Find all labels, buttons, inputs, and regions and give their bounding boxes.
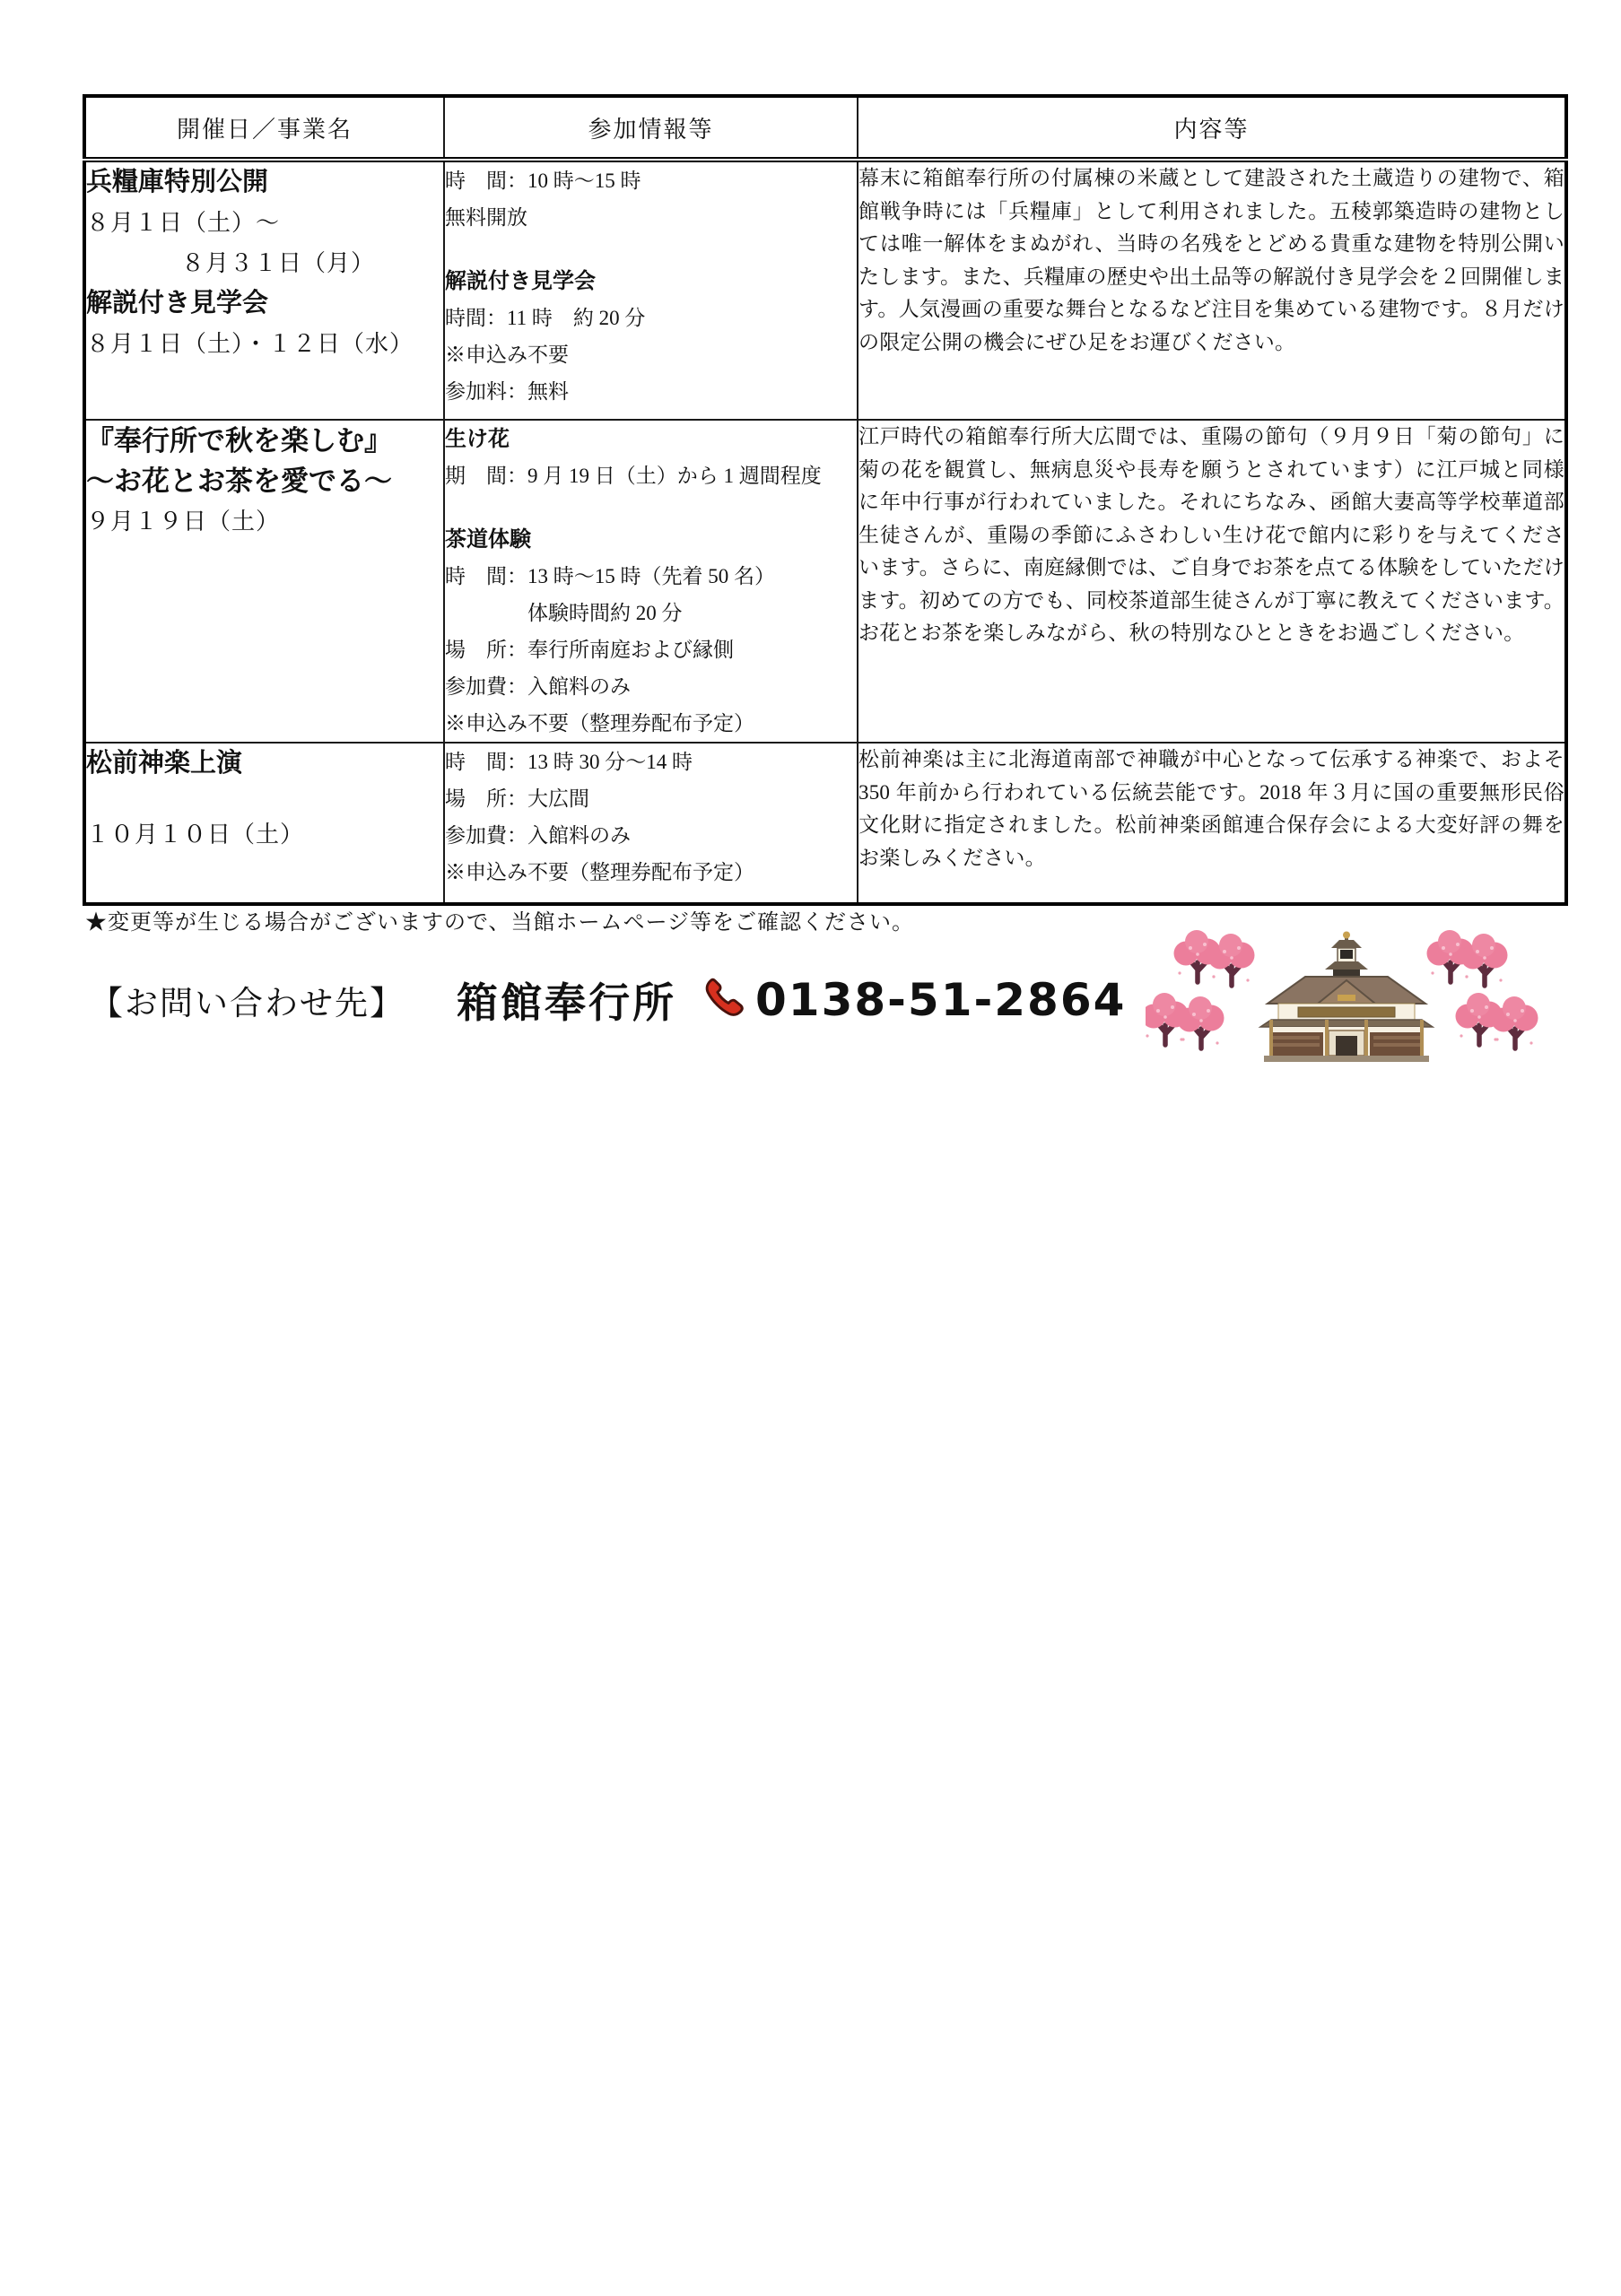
participation-info-cell [444,160,858,420]
event-name-cell [84,743,444,904]
text-line: ※申込み不要（整理券配布予定） [445,712,754,735]
header-content: 内容等 [858,96,1566,160]
text-line: 生け花 [445,427,510,451]
header-event-name: 開催日／事業名 [84,96,444,160]
cherry-trees-top-right [1427,930,1508,986]
text-line: ～お花とお茶を愛でる～ [86,465,392,497]
cherry-trees-bottom-left [1146,993,1224,1048]
text-line: ※申込み不要 [445,344,569,366]
event-name-cell [84,160,444,420]
text-line: 場 所：奉行所南庭および縁側 [445,639,734,661]
text-line: ８月３１日（月） [181,250,376,276]
building [1260,932,1433,1063]
description-cell [858,420,1566,743]
text-line: 兵糧庫特別公開 [86,168,269,196]
text-line: 体験時間約 20 分 [445,602,683,624]
contact-name: 箱館奉行所 [457,979,676,1026]
event-name-cell [84,420,444,743]
description-cell [858,743,1566,904]
building-illustration [1146,923,1551,1077]
spacer-line [86,784,443,814]
header-participation-info: 参加情報等 [444,96,858,160]
text-line: 時 間：13 時 30 分～14 時 [445,751,693,773]
text-line: 松前神楽上演 [86,749,243,778]
text-line: 参加料：無料 [445,380,569,403]
text-line: 参加費：入館料のみ [445,675,631,698]
change-notice: ★変更等が生じる場合がございますので、当館ホームページ等をご確認ください。 [85,911,915,935]
events-tbody [84,160,1566,904]
text-line: ※申込み不要（整理券配布予定） [445,861,754,883]
text-line: 時間：11 時 約 20 分 [445,307,646,329]
text-line: ８月１日（土）～ [86,210,281,236]
text-line: ９月１９日（土） [86,509,281,535]
text-line: 期 間：9 月 19 日（土）から 1 週間程度 [445,465,822,487]
contact-label: 【お問い合わせ先】 [90,986,405,1022]
text-line: 『奉行所で秋を楽しむ』 [86,425,392,457]
event-row [84,160,1566,420]
description-text: 江戸時代の箱館奉行所大広間では、重陽の節句（９月９日「菊の節句」に菊の花を観賞し、無病息災や長寿を願うとされています）に江戸城と同様に年中行事が行われていました。それにちなみ、函館大妻高等学校華道部生徒さんが、重陽の季節にふさわしい生け花で館内に彩りを与えてくださいます。さらに、南庭縁側では、ご自身でお茶を点てる体験をしていただけます。初めての方でも、同校茶道部生徒さんが丁寧に教えてくださいます。お花とお茶を楽しみながら、秋の特別なひとときをお過ごしください。 [858,425,1564,644]
spacer-line [445,494,857,521]
text-line: 時 間：10 時～15 時 [445,170,641,192]
text-line: 茶道体験 [445,527,531,552]
text-line: 無料開放 [445,206,527,229]
events-table [83,94,1568,906]
text-line: ８月１日（土）・１２日（水） [86,331,414,357]
description-text: 幕末に箱館奉行所の付属棟の米蔵として建設された土蔵造りの建物で、箱館戦争時には「兵糧庫」として利用されました。五稜郭築造時の建物としては唯一解体をまぬがれ、当時の名残をとどめる貴重な建物を特別公開いたします。また、兵糧庫の歴史や出土品等の解説付き見学会を２回開催します。人気漫画の重要な舞台となるなど注目を集めている建物です。８月だけの限定公開の機会にぜひ足をお運びください。 [858,167,1564,353]
phone-icon [700,975,750,1025]
cherry-trees-bottom-right [1456,993,1538,1048]
event-row [84,420,1566,743]
description-cell [858,160,1566,420]
text-line: 参加費：入館料のみ [445,824,631,847]
description-text: 松前神楽は主に北海道南部で神職が中心となって伝承する神楽で、およそ 350 年前から行われている伝統芸能です。2018 年３月に国の重要無形民俗文化財に指定されました。松前神楽函館連合保存会による大変好評の舞をお楽しみください。 [858,748,1564,869]
event-row [84,743,1566,904]
text-line: 解説付き見学会 [445,269,596,293]
text-line: 場 所：大広間 [445,787,589,810]
participation-info-cell [444,743,858,904]
text-line: 時 間：13 時～15 時（先着 50 名） [445,565,775,587]
phone-number: 0138-51-2864 [755,974,1127,1026]
contact-section [90,924,1579,1076]
text-line: 解説付き見学会 [86,289,269,317]
text-line: １０月１０日（土） [86,822,305,848]
spacer-line [445,236,857,263]
header-row [84,96,1566,160]
cherry-trees-top-left [1174,930,1255,986]
participation-info-cell [444,420,858,743]
